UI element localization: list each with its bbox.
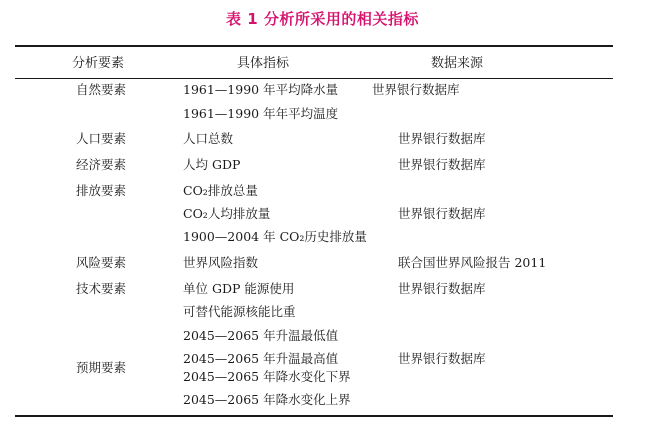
source-cell: 联合国世界风险报告 2011 — [398, 255, 547, 270]
header-indicator: 具体指标 — [237, 56, 290, 71]
factor-cell: 经济要素 — [76, 157, 127, 172]
indicator-cell: 2045—2065 年降水变化下界 — [183, 369, 351, 384]
bottom-rule — [15, 415, 613, 417]
source-cell: 世界银行数据库 — [398, 206, 486, 221]
indicator-cell: 2045—2065 年升温最高值 — [183, 351, 339, 366]
indicator-cell: CO₂排放总量 — [183, 183, 258, 198]
indicator-cell: 1961—1990 年平均降水量 — [183, 82, 339, 97]
factor-cell: 风险要素 — [76, 255, 127, 270]
header-source: 数据来源 — [431, 56, 484, 71]
source-cell: 世界银行数据库 — [398, 351, 486, 366]
header-rule — [15, 78, 613, 79]
source-cell: 世界银行数据库 — [398, 157, 486, 172]
factor-cell: 自然要素 — [76, 82, 127, 97]
indicator-cell: CO₂人均排放量 — [183, 206, 271, 221]
indicator-cell: 单位 GDP 能源使用 — [183, 281, 295, 296]
indicator-cell: 世界风险指数 — [183, 255, 259, 270]
top-rule — [15, 45, 613, 47]
indicator-cell: 2045—2065 年降水变化上界 — [183, 392, 351, 407]
table-title: 表 1 分析所采用的相关指标 — [226, 10, 419, 28]
indicator-cell: 1961—1990 年年平均温度 — [183, 106, 339, 121]
factor-cell: 技术要素 — [76, 281, 127, 296]
source-cell: 世界银行数据库 — [398, 281, 486, 296]
factor-cell: 预期要素 — [76, 360, 127, 375]
indicator-cell: 1900—2004 年 CO₂历史排放量 — [183, 229, 367, 244]
source-cell: 世界银行数据库 — [398, 131, 486, 146]
indicator-cell: 可替代能源核能比重 — [183, 304, 296, 319]
indicator-cell: 人口总数 — [183, 131, 234, 146]
indicator-cell: 人均 GDP — [183, 157, 241, 172]
factor-cell: 排放要素 — [76, 183, 127, 198]
header-factor: 分析要素 — [72, 56, 125, 71]
factor-cell: 人口要素 — [76, 131, 127, 146]
source-cell: 世界银行数据库 — [372, 82, 460, 97]
indicator-cell: 2045—2065 年升温最低值 — [183, 328, 339, 343]
